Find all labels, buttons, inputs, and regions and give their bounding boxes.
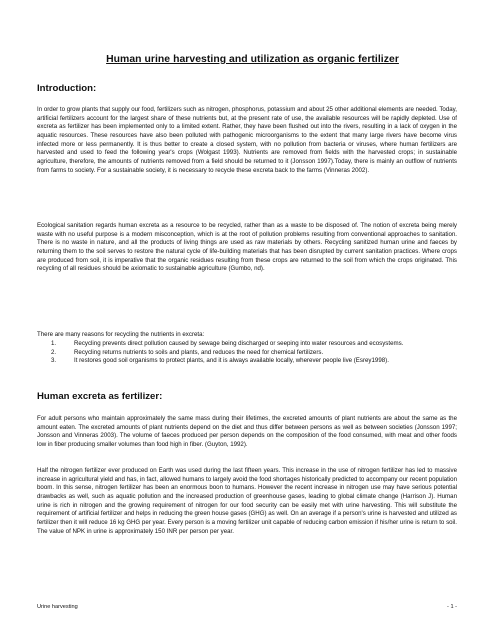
document-title: Human urine harvesting and utilization as organic fertilizer [106, 54, 399, 65]
introduction-heading: Introduction: [37, 83, 97, 94]
list-item-number: 2. [51, 348, 57, 356]
list-item [37, 340, 457, 349]
list-item-text: Recycling returns nutrients to soils and plants, and reduces the need for chemical fertilizers. [74, 348, 324, 356]
reasons-list [37, 340, 457, 366]
section-heading-excreta-fertilizer: Human excreta as fertilizer: [37, 391, 163, 402]
list-item [37, 349, 457, 358]
section2-paragraph-1: For adult persons who maintain approximately the same mass during their lifetimes, the excreted amounts of plant nutrients are about the same as the amount eaten. The excreted amounts of plant nutrients depend on the diet and thus differ between persons as well as between societies (Jonsson 1997; Jonsson and Vinneras 2003). The volume of faeces produced per person depends on the composition of the food consumed, with meat and other foods low in fiber producing smaller volumes than food high in fiber. (Guyton, 1992). [37, 415, 457, 448]
list-item [37, 357, 457, 366]
list-item-text: Recycling prevents direct pollution caused by sewage being discharged or seeping into water resources and ecosystems. [74, 340, 404, 347]
page-number: - 1 - [447, 604, 457, 610]
page-footer [37, 604, 457, 614]
intro-paragraph-3: There are many reasons for recycling the nutrients in excreta: [37, 331, 205, 338]
section2-paragraph-2: Half the nitrogen fertilizer ever produced on Earth was used during the last fifteen years. This increase in the use of nitrogen fertilizer has led to massive increase in agricultural yield and has, in fact, allowed humans to largely avoid the food shortages historically predicted to accompany our recent population boom. In this sense, nitrogen fertilizer has been an enormous boon to humans. However the recent increase in nitrogen use may have serious potential drawbacks as well, such as aquatic pollution and the increased production of greenhouse gases, leading to global climate change (Harrison J). Human urine is rich in nitrogen and the growing requirement of nitrogen for our food security can be easily met with urine harvesting. This will substitute the requirement of artificial fertilizer and helps in reducing the green house gases (GHG) as well. On an average if a person's urine is harvested and utilized as fertilizer then it will reduce 16 kg GHG per year. Every person is a moving fertilizer unit capable of reducing carbon emission if his/her urine is return to soil. The value of NPK in urine is approximately 150 INR per person per year. [37, 467, 457, 535]
list-item-text: It restores good soil organisms to protect plants, and it is always available locally, wherever people live (Esrey1998). [74, 357, 389, 365]
intro-paragraph-1: In order to grow plants that supply our food, fertilizers such as nitrogen, phosphorus, potassium and about 25 other additional elements are needed. Today, artificial fertilizers account for the largest share of these nutrients but, at the present rate of use, the available resources will be rapidly depleted. Use of excreta as fertilizer has been implemented only to a limited extent. Rather, they have been flushed out into the rivers, resulting in a lack of oxygen in the aquatic resources. These resources have also been polluted with pathogenic microorganisms to the extent that many large rivers have become virus infected more or less permanently. It is thus better to create a closed system, with no pollution from bacteria or viruses, where human fertilizers are harvested and used to feed the following year's crops (Wolgast 1993). Nutrients are removed from fields with the harvested crops; in sustainable agriculture, therefore, the amounts of nutrients removed from a field should be returned to it (Jonsson 1997).Today, there is mainly an outflow of nutrients from farms to society. For a sustainable society, it is necessary to recycle these excreta back to the farms (Vinneras 2002). [37, 106, 457, 174]
list-item-number: 3. [51, 357, 57, 365]
footer-title: Urine harvesting [37, 604, 78, 610]
list-item-number: 1. [51, 340, 57, 347]
intro-paragraph-2: Ecological sanitation regards human excreta as a resource to be recycled, rather than as a waste to be disposed of. The notion of excreta being merely waste with no useful purpose is a modern misconception, which is at the root of pollution problems resulting from conventional approaches to sanitation. There is no waste in nature, and all the products of living things are used as raw materials by others. Recycling sanitized human urine and faeces by returning them to the soil serves to restore the natural cycle of life-building materials that has been disrupted by current sanitation practices. Where crops are produced from soil, it is imperative that the organic residues resulting from these crops are returned to the soil from which the crops originated. This recycling of all residues should be axiomatic to sustainable agriculture (Gumbo, nd). [37, 222, 457, 273]
